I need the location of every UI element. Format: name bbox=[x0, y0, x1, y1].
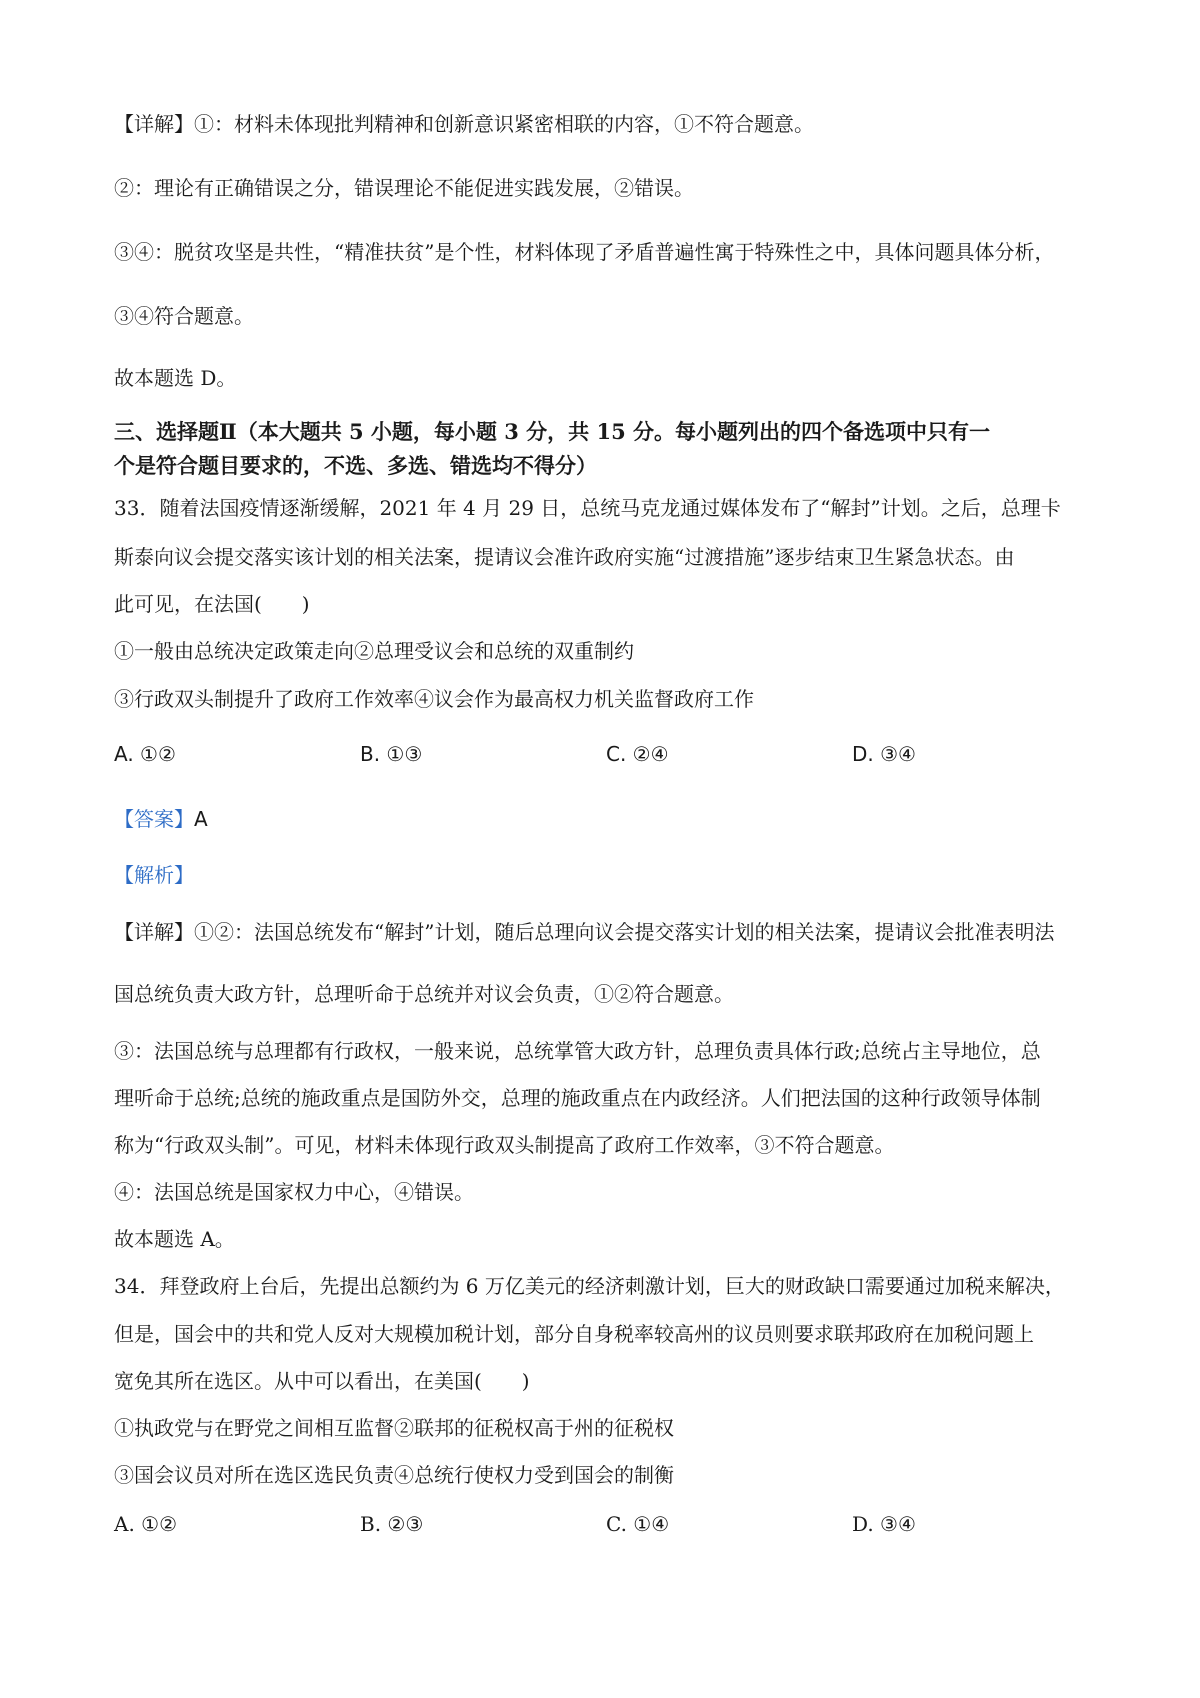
q34-stem-line-2: 但是，国会中的共和党人反对大规模加税计划，部分自身税率较高州的议员则要求联邦政府在加税问题上 bbox=[114, 1322, 1034, 1346]
q33-stem-line-3: 此可见，在法国( ) bbox=[114, 592, 310, 616]
conclusion-line: 故本题选 D。 bbox=[114, 366, 237, 390]
q33-statement-line-2: ③行政双头制提升了政府工作效率④议会作为最高权力机关监督政府工作 bbox=[114, 687, 754, 711]
q34-option-d: D. ③④ bbox=[852, 1512, 916, 1536]
section-heading-line-2: 个是符合题目要求的，不选、多选、错选均不得分） bbox=[114, 453, 597, 478]
q33-detail-line-5: 称为“行政双头制”。可见，材料未体现行政双头制提高了政府工作效率，③不符合题意。 bbox=[114, 1133, 895, 1157]
q33-stem-line-2: 斯泰向议会提交落实该计划的相关法案，提请议会准许政府实施“过渡措施”逐步结束卫生紧急状态。由 bbox=[114, 545, 1015, 569]
q34-statement-line-2: ③国会议员对所在选区选民负责④总统行使权力受到国会的制衡 bbox=[114, 1463, 674, 1487]
q33-option-c: C. ②④ bbox=[606, 742, 669, 766]
detail-line-4: ③④符合题意。 bbox=[114, 304, 254, 328]
q33-statement-line-1: ①一般由总统决定政策走向②总理受议会和总统的双重制约 bbox=[114, 639, 634, 663]
q33-detail-line-1: 【详解】①②：法国总统发布“解封”计划，随后总理向议会提交落实计划的相关法案，提请议会批准表明法 bbox=[114, 920, 1055, 944]
q33-detail-line-3: ③：法国总统与总理都有行政权，一般来说，总统掌管大政方针，总理负责具体行政;总统占主导地位，总 bbox=[114, 1039, 1041, 1063]
q34-statement-line-1: ①执政党与在野党之间相互监督②联邦的征税权高于州的征税权 bbox=[114, 1416, 674, 1440]
q34-stem-line-3: 宽免其所在选区。从中可以看出，在美国( ) bbox=[114, 1369, 530, 1393]
answer-label: 【答案】 bbox=[114, 807, 194, 831]
q34-option-a: A. ①② bbox=[114, 1512, 178, 1536]
analysis-label: 【解析】 bbox=[114, 863, 194, 887]
answer-value: A bbox=[194, 807, 208, 831]
q34-option-c: C. ①④ bbox=[606, 1512, 670, 1536]
detail-line-1: 【详解】①：材料未体现批判精神和创新意识紧密相联的内容，①不符合题意。 bbox=[114, 112, 814, 136]
detail-line-3: ③④：脱贫攻坚是共性，“精准扶贫”是个性，材料体现了矛盾普遍性寓于特殊性之中，具体问题具体分析， bbox=[114, 240, 1055, 264]
detail-line-2: ②：理论有正确错误之分，错误理论不能促进实践发展，②错误。 bbox=[114, 176, 694, 200]
q34-option-b: B. ②③ bbox=[360, 1512, 424, 1536]
section-heading-line-1: 三、选择题Ⅱ（本大题共 5 小题，每小题 3 分，共 15 分。每小题列出的四个备选项中只有一 bbox=[114, 419, 991, 444]
q33-stem-line-1: 33．随着法国疫情逐渐缓解，2021 年 4 月 29 日，总统马克龙通过媒体发布了“解封”计划。之后，总理卡 bbox=[114, 496, 1061, 520]
q33-option-a: A. ①② bbox=[114, 742, 176, 766]
q33-answer bbox=[114, 805, 208, 833]
q33-detail-line-2: 国总统负责大政方针，总理听命于总统并对议会负责，①②符合题意。 bbox=[114, 982, 734, 1006]
q33-option-b: B. ①③ bbox=[360, 742, 423, 766]
q33-option-d: D. ③④ bbox=[852, 742, 916, 766]
q34-stem-line-1: 34．拜登政府上台后，先提出总额约为 6 万亿美元的经济刺激计划，巨大的财政缺口需要通过加税来解决， bbox=[114, 1274, 1065, 1298]
q33-detail-line-6: ④：法国总统是国家权力中心，④错误。 bbox=[114, 1180, 474, 1204]
q33-detail-line-4: 理听命于总统;总统的施政重点是国防外交，总理的施政重点在内政经济。人们把法国的这种行政领导体制 bbox=[114, 1086, 1041, 1110]
q33-conclusion: 故本题选 A。 bbox=[114, 1227, 235, 1251]
